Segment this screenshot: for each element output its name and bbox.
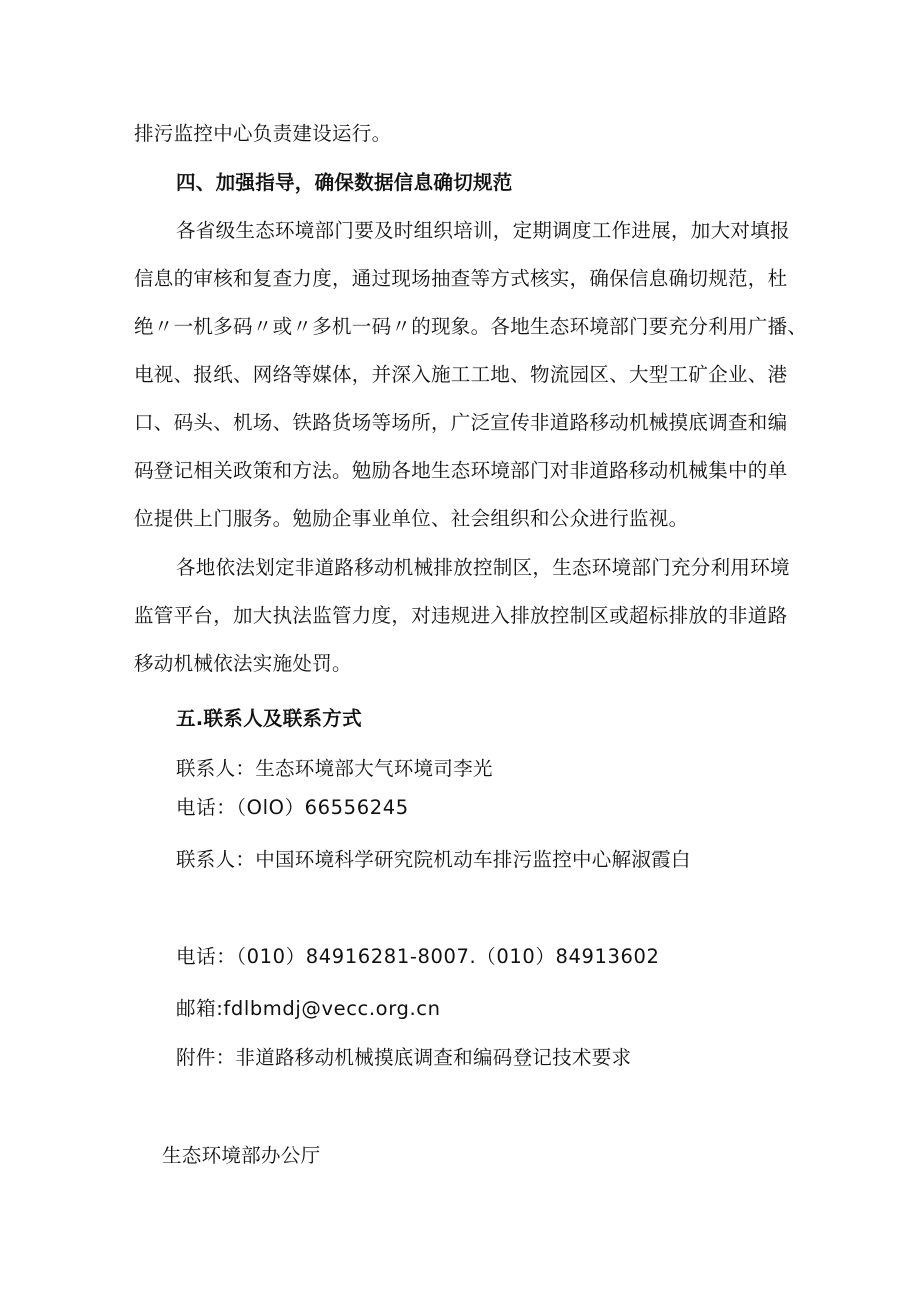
paragraph-line: 各省级生态环境部门要及时组织培训，定期调度工作进展，加大对填报 bbox=[176, 219, 790, 242]
contact-person-2: 联系人：中国环境科学研究院机动车排污监控中心解淑霞白 bbox=[176, 848, 691, 871]
paragraph-line: 各地依法划定非道路移动机械排放控制区，生态环境部门充分利用环境 bbox=[176, 556, 790, 579]
paragraph-line: 排污监控中心负责建设运行。 bbox=[134, 122, 392, 145]
email-line: 邮箱:fdlbmdj@vecc.org.cn bbox=[176, 997, 441, 1020]
paragraph-line: 码登记相关政策和方法。勉励各地生态环境部门对非道路移动机械集中的单 bbox=[134, 459, 788, 482]
phone-2: 电话：（010）84916281-8007.（010）84913602 bbox=[176, 945, 660, 968]
paragraph-line: 绝〃一机多码〃或〃多机一码〃的现象。各地生态环境部门要充分利用广播、 bbox=[134, 315, 808, 338]
paragraph-line: 位提供上门服务。勉励企事业单位、社会组织和公众进行监视。 bbox=[134, 507, 689, 530]
attachment-line: 附件：非道路移动机械摸底调查和编码登记技术要求 bbox=[176, 1046, 632, 1069]
contact-person-1: 联系人：生态环境部大气环境司李光 bbox=[176, 757, 493, 780]
issuing-office: 生态环境部办公厅 bbox=[162, 1144, 321, 1167]
section-heading-5: 五.联系人及联系方式 bbox=[176, 707, 362, 730]
paragraph-line: 信息的审核和复查力度，通过现场抽查等方式核实，确保信息确切规范，杜 bbox=[134, 267, 788, 290]
paragraph-line: 口、码头、机场、铁路货场等场所，广泛宣传非道路移动机械摸底调查和编 bbox=[134, 411, 788, 434]
section-heading-4: 四、加强指导，确保数据信息确切规范 bbox=[176, 171, 513, 194]
paragraph-line: 移动机械依法实施处罚。 bbox=[134, 652, 352, 675]
paragraph-line: 监管平台，加大执法监管力度，对违规进入排放控制区或超标排放的非道路 bbox=[134, 604, 788, 627]
phone-1: 电话：（OlO）66556245 bbox=[176, 796, 409, 819]
paragraph-line: 电视、报纸、网络等媒体，并深入施工工地、物流园区、大型工矿企业、港 bbox=[134, 363, 788, 386]
